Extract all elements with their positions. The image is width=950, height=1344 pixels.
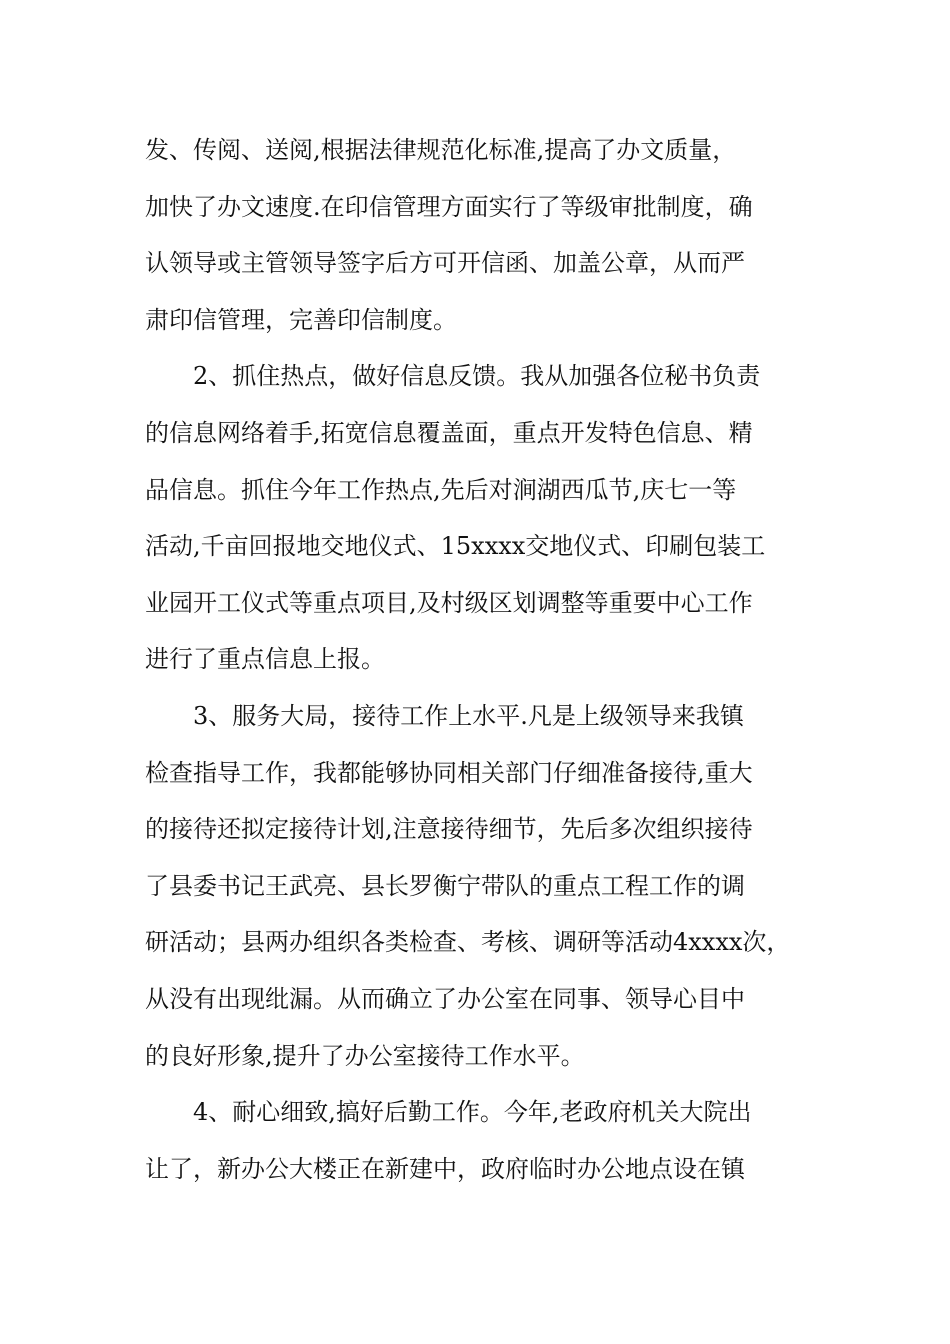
text-line: 从没有出现纰漏。从而确立了办公室在同事、领导心目中: [145, 984, 745, 1013]
text-line: 认领导或主管领导签字后方可开信函、加盖公章，从而严: [145, 249, 745, 278]
text-line: 研活动；县两办组织各类检查、考核、调研等活动4xxxx次，: [145, 928, 791, 957]
paragraph-3-first-line: 3、服务大局，接待工作上水平.凡是上级领导来我镇: [193, 701, 744, 730]
text-line: 的信息网络着手,拓宽信息覆盖面，重点开发特色信息、精: [145, 418, 753, 447]
paragraph-4-first-line: 4、耐心细致,搞好后勤工作。今年,老政府机关大院出: [193, 1098, 752, 1127]
text-line: 活动,千亩回报地交地仪式、15xxxx交地仪式、印刷包装工: [145, 532, 766, 561]
text-line: 了县委书记王武亮、县长罗衡宁带队的重点工程工作的调: [145, 871, 745, 900]
text-line: 业园开工仪式等重点项目,及村级区划调整等重要中心工作: [145, 588, 753, 617]
text-line: 发、传阅、送阅,根据法律规范化标准,提高了办文质量，: [145, 136, 737, 164]
text-line: 的良好形象,提升了办公室接待工作水平。: [145, 1041, 585, 1070]
body-text: [145, 122, 815, 1197]
text-line: 肃印信管理，完善印信制度。: [145, 305, 457, 334]
text-line: 让了，新办公大楼正在新建中，政府临时办公地点设在镇: [145, 1154, 745, 1183]
text-line: 进行了重点信息上报。: [145, 645, 385, 674]
text-line: 品信息。抓住今年工作热点,先后对涧湖西瓜节,庆七一等: [145, 475, 737, 504]
text-line: 的接待还拟定接待计划,注意接待细节，先后多次组织接待: [145, 815, 753, 844]
text-line: 检查指导工作，我都能够协同相关部门仔细准备接待,重大: [145, 758, 753, 787]
paragraph-2-first-line: 2、抓住热点，做好信息反馈。我从加强各位秘书负责: [193, 362, 761, 391]
text-line: 加快了办文速度.在印信管理方面实行了等级审批制度，确: [145, 192, 753, 221]
